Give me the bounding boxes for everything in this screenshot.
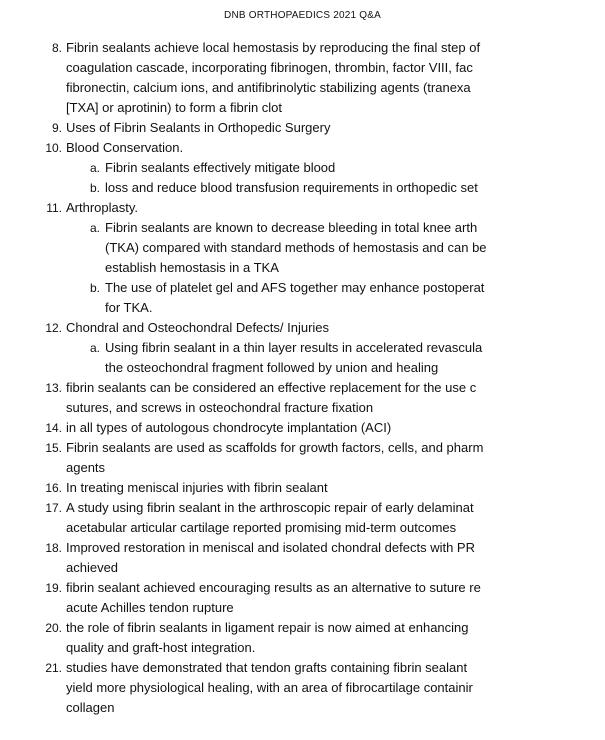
text-line: Fibrin sealants effectively mitigate blood [105,160,336,175]
item-number: 13. [45,381,62,395]
text-line: A study using fibrin sealant in the arthroscopic repair of early delaminat [66,500,474,515]
text-line: coagulation cascade, incorporating fibrinogen, thrombin, factor VIII, fac [66,60,473,75]
item-text [66,438,605,478]
list-item [0,538,605,578]
text-line: fibrin sealants can be considered an effective replacement for the use c [66,380,477,395]
sub-list-item [0,338,605,378]
text-line: collagen [66,700,115,715]
text-line: Fibrin sealants are known to decrease bleeding in total knee arth [105,220,478,235]
text-line: In treating meniscal injuries with fibrin sealant [66,480,328,495]
list-item [0,478,605,498]
text-line: Fibrin sealants are used as scaffolds for growth factors, cells, and pharm [66,440,484,455]
item-number: 17. [45,501,62,515]
text-line: Chondral and Osteochondral Defects/ Injuries [66,320,330,335]
list-item [0,318,605,338]
text-line: [TXA] or aprotinin) to form a fibrin clot [66,100,283,115]
text-line: Using fibrin sealant in a thin layer results in accelerated revascula [105,340,483,355]
page-header: DNB ORTHOPAEDICS 2021 Q&A [224,10,381,21]
item-text [105,218,605,278]
item-number: 15. [45,441,62,455]
sub-list-item [0,158,605,178]
item-text [105,278,605,318]
text-line: fibrin sealant achieved encouraging results as an alternative to suture re [66,580,481,595]
item-number: 8. [51,41,62,55]
item-number: 16. [45,481,62,495]
item-text [66,418,605,438]
item-number: 12. [45,321,62,335]
item-text [66,618,605,658]
text-line: studies have demonstrated that tendon grafts containing fibrin sealant [66,660,468,675]
item-text [66,118,605,138]
item-text [66,538,605,578]
item-text [66,138,605,158]
item-text [66,658,605,718]
text-line: yield more physiological healing, with an area of fibrocartilage containir [66,680,473,695]
list-item [0,438,605,478]
text-line: Blood Conservation. [66,140,184,155]
text-line: agents [66,460,106,475]
item-number: a. [89,221,100,235]
item-number: 10. [45,141,62,155]
text-line: for TKA. [105,300,153,315]
text-line: achieved [66,560,119,575]
text-line: Fibrin sealants achieve local hemostasis by reproducing the final step of [66,40,481,55]
item-text [105,178,605,198]
text-line: sutures, and screws in osteochondral fracture fixation [66,400,374,415]
sub-list-item [0,278,605,318]
item-text [66,38,605,118]
list-item [0,378,605,418]
item-number: a. [89,161,100,175]
text-line: Arthroplasty. [66,200,139,215]
item-number: 9. [51,121,62,135]
text-line: Uses of Fibrin Sealants in Orthopedic Surgery [66,120,331,135]
text-line: fibronectin, calcium ions, and antifibrinolytic stabilizing agents (tranexa [66,80,471,95]
sub-list-item [0,218,605,278]
text-line: Improved restoration in meniscal and isolated chondral defects with PR [66,540,475,555]
list-item [0,138,605,158]
text-line: in all types of autologous chondrocyte implantation (ACI) [66,420,392,435]
item-text [66,578,605,618]
text-line: establish hemostasis in a TKA [105,260,279,275]
text-line: acute Achilles tendon rupture [66,600,234,615]
item-number: b. [89,181,100,195]
item-number: 14. [45,421,62,435]
item-text [105,338,605,378]
list-item [0,618,605,658]
text-line: quality and graft-host integration. [66,640,256,655]
item-number: a. [89,341,100,355]
text-line: the role of fibrin sealants in ligament repair is now aimed at enhancing [66,620,469,635]
item-text [66,318,605,338]
text-line: the osteochondral fragment followed by union and healing [105,360,439,375]
text-line: loss and reduce blood transfusion requirements in orthopedic set [105,180,478,195]
sub-list-item [0,178,605,198]
text-line: (TKA) compared with standard methods of hemostasis and can be [105,240,487,255]
item-text [66,378,605,418]
list-item [0,578,605,618]
list-item [0,38,605,118]
list-item [0,118,605,138]
text-line: acetabular articular cartilage reported promising mid-term outcomes [66,520,457,535]
numbered-list [0,38,605,718]
item-number: 21. [45,661,62,675]
list-item [0,658,605,718]
item-number: 18. [45,541,62,555]
item-text [66,198,605,218]
list-item [0,498,605,538]
item-number: 11. [46,201,62,215]
list-item [0,418,605,438]
item-number: 19. [45,581,62,595]
list-item [0,198,605,218]
item-number: 20. [45,621,62,635]
item-text [105,158,605,178]
text-line: The use of platelet gel and AFS together may enhance postoperat [105,280,485,295]
item-number: b. [89,281,100,295]
item-text [66,498,605,538]
item-text [66,478,605,498]
